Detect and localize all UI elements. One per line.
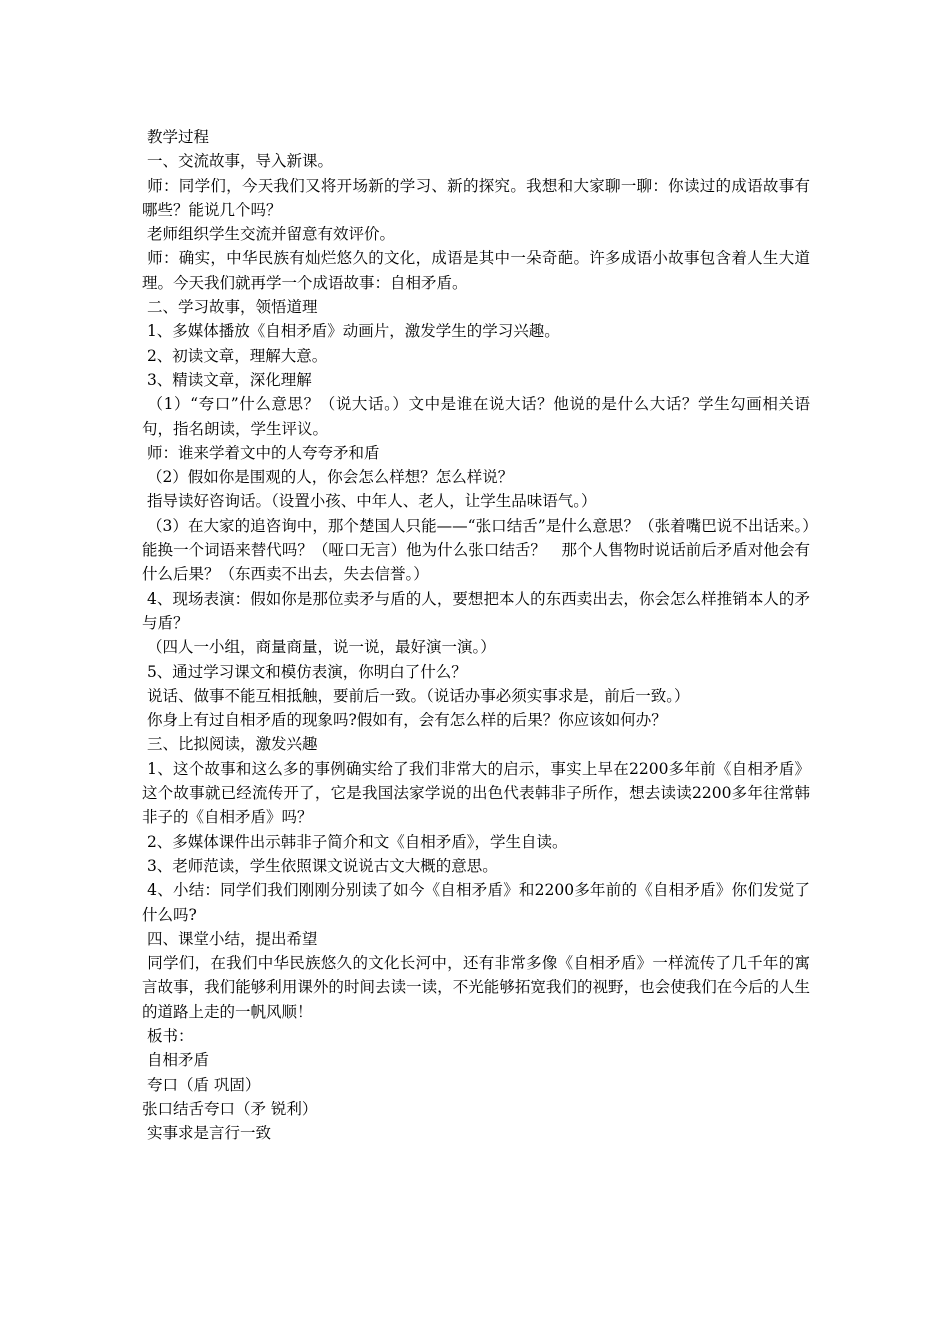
paragraph: 2、多媒体课件出示韩非子简介和文《自相矛盾》，学生自读。: [142, 832, 568, 851]
board-line: 实事求是言行一致: [142, 1124, 271, 1143]
section-heading-3: 三、比拟阅读，激发兴趣: [142, 735, 318, 754]
heading-teaching-process: 教学过程: [142, 128, 209, 146]
paragraph: （四人一小组，商量商量，说一说，最好演一演。）: [142, 638, 496, 657]
paragraph: 1、这个故事和这么多的事例确实给了我们非常大的启示，事实上早在2200多年前《自相矛盾》这个故事就已经流传开了，它是我国法家学说的出色代表韩非子所作，想去读读2200多年往常韩非子的《自相矛盾》吗？: [142, 759, 810, 827]
paragraph: 3、老师范读，学生依照课文说说古文大概的意思。: [142, 856, 498, 875]
paragraph: 师：谁来学着文中的人夸夸矛和盾: [142, 443, 380, 462]
paragraph: 师：同学们，今天我们又将开场新的学习、新的探究。我想和大家聊一聊：你读过的成语故事有哪些？能说几个吗？: [142, 176, 810, 219]
section-heading-1: 一、交流故事，导入新课。: [142, 152, 333, 171]
section-heading-2: 二、学习故事，领悟道理: [142, 298, 318, 317]
paragraph: 说话、做事不能互相抵触，要前后一致。（说话办事必须实事求是，前后一致。）: [142, 686, 690, 705]
paragraph: （1）“夸口”什么意思？（说大话。）文中是谁在说大话？他说的是什么大话？学生勾画相关语句，指名朗读，学生评议。: [142, 395, 810, 438]
paragraph: 2、初读文章，理解大意。: [142, 346, 328, 365]
board-line: 自相矛盾: [142, 1051, 209, 1070]
paragraph: 5、通过学习课文和模仿表演，你明白了什么？: [142, 662, 467, 681]
board-heading: 板书：: [142, 1026, 194, 1045]
paragraph: 师：确实，中华民族有灿烂悠久的文化，成语是其中一朵奇葩。许多成语小故事包含着人生大道理。今天我们就再学一个成语故事：自相矛盾。: [142, 249, 810, 292]
paragraph: 指导读好咨询话。（设置小孩、中年人、老人，让学生品味语气。）: [142, 492, 597, 511]
paragraph: （2）假如你是围观的人，你会怎么样想？怎么样说？: [142, 468, 514, 487]
paragraph: （3）在大家的追咨询中，那个楚国人只能——“张口结舌”是什么意思？（张着嘴巴说不出话来。）能换一个词语来替代吗？（哑口无言）他为什么张口结舌？ 那个人售物时说话前后矛盾对他会有什么后果？（东西卖不出去，失去信誉。）: [142, 516, 810, 584]
section-heading-4: 四、课堂小结，提出希望: [142, 929, 318, 948]
paragraph: 3、精读文章，深化理解: [142, 370, 312, 389]
paragraph: 4、现场表演：假如你是那位卖矛与盾的人，要想把本人的东西卖出去，你会怎么样推销本人的矛与盾？: [142, 589, 810, 632]
board-line: 张口结舌夸口（矛 锐利）: [142, 1099, 318, 1118]
paragraph: 4、小结：同学们我们刚刚分别读了如今《自相矛盾》和2200多年前的《自相矛盾》你们发觉了什么吗?: [142, 881, 810, 924]
paragraph: 老师组织学生交流并留意有效评价。: [142, 225, 395, 244]
document-body: [142, 125, 810, 1145]
board-line: 夸口（盾 巩固）: [142, 1075, 261, 1094]
paragraph: 同学们，在我们中华民族悠久的文化长河中，还有非常多像《自相矛盾》一样流传了几千年的寓言故事，我们能够利用课外的时间去读一读，不光能够拓宽我们的视野，也会使我们在今后的人生的道路上走的一帆风顺！: [142, 954, 810, 1021]
paragraph: 你身上有过自相矛盾的现象吗?假如有，会有怎么样的后果？你应该如何办？: [142, 711, 667, 730]
paragraph: 1、多媒体播放《自相矛盾》动画片，激发学生的学习兴趣。: [142, 322, 560, 341]
